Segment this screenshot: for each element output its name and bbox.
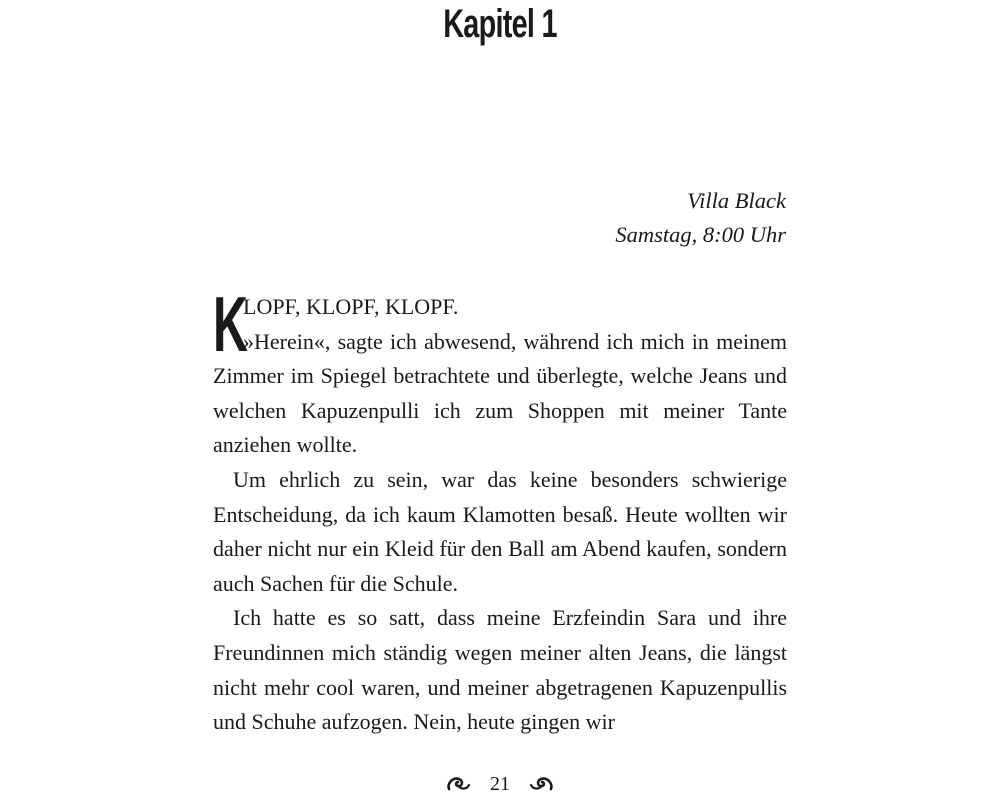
body-text xyxy=(213,280,787,740)
chapter-title: Kapitel 1 xyxy=(443,2,557,46)
location-place: Villa Black xyxy=(687,188,786,213)
paragraph-3: Ich hatte es so satt, dass meine Erzfeindin Sara und ihre Freundinnen mich ständig wegen meiner alten Jeans, die längst nicht mehr cool waren, und meiner abgetragenen Kapuzenpullis und Schuhe aufzogen. Nein, heute gingen wir xyxy=(213,605,787,735)
location-header xyxy=(615,184,786,252)
paragraph-1-text: »Herein«, sagte ich abwesend, während ich mich in meinem Zimmer im Spiegel betrachtete und überlegte, welche Jeans und welchen Kapuzenpulli ich zum Shoppen mit meiner Tante anziehen wollte. xyxy=(213,328,787,458)
swirl-ornament-icon xyxy=(445,773,471,795)
paragraph-1-heading: LOPF, KLOPF, KLOPF. xyxy=(243,294,459,319)
paragraph-1 xyxy=(213,280,787,463)
paragraph-2: Um ehrlich zu sein, war das keine besonders schwierige Entscheidung, da ich kaum Klamotten besaß. Heute wollten wir daher nicht nur ein Kleid für den Ball am Abend kaufen, sondern auch Sachen für die Schule. xyxy=(213,466,787,596)
page-footer xyxy=(0,772,1000,796)
swirl-ornament-icon xyxy=(529,773,555,795)
page-number: 21 xyxy=(490,772,510,795)
drop-cap: K xyxy=(213,280,248,368)
location-time: Samstag, 8:00 Uhr xyxy=(615,222,786,247)
